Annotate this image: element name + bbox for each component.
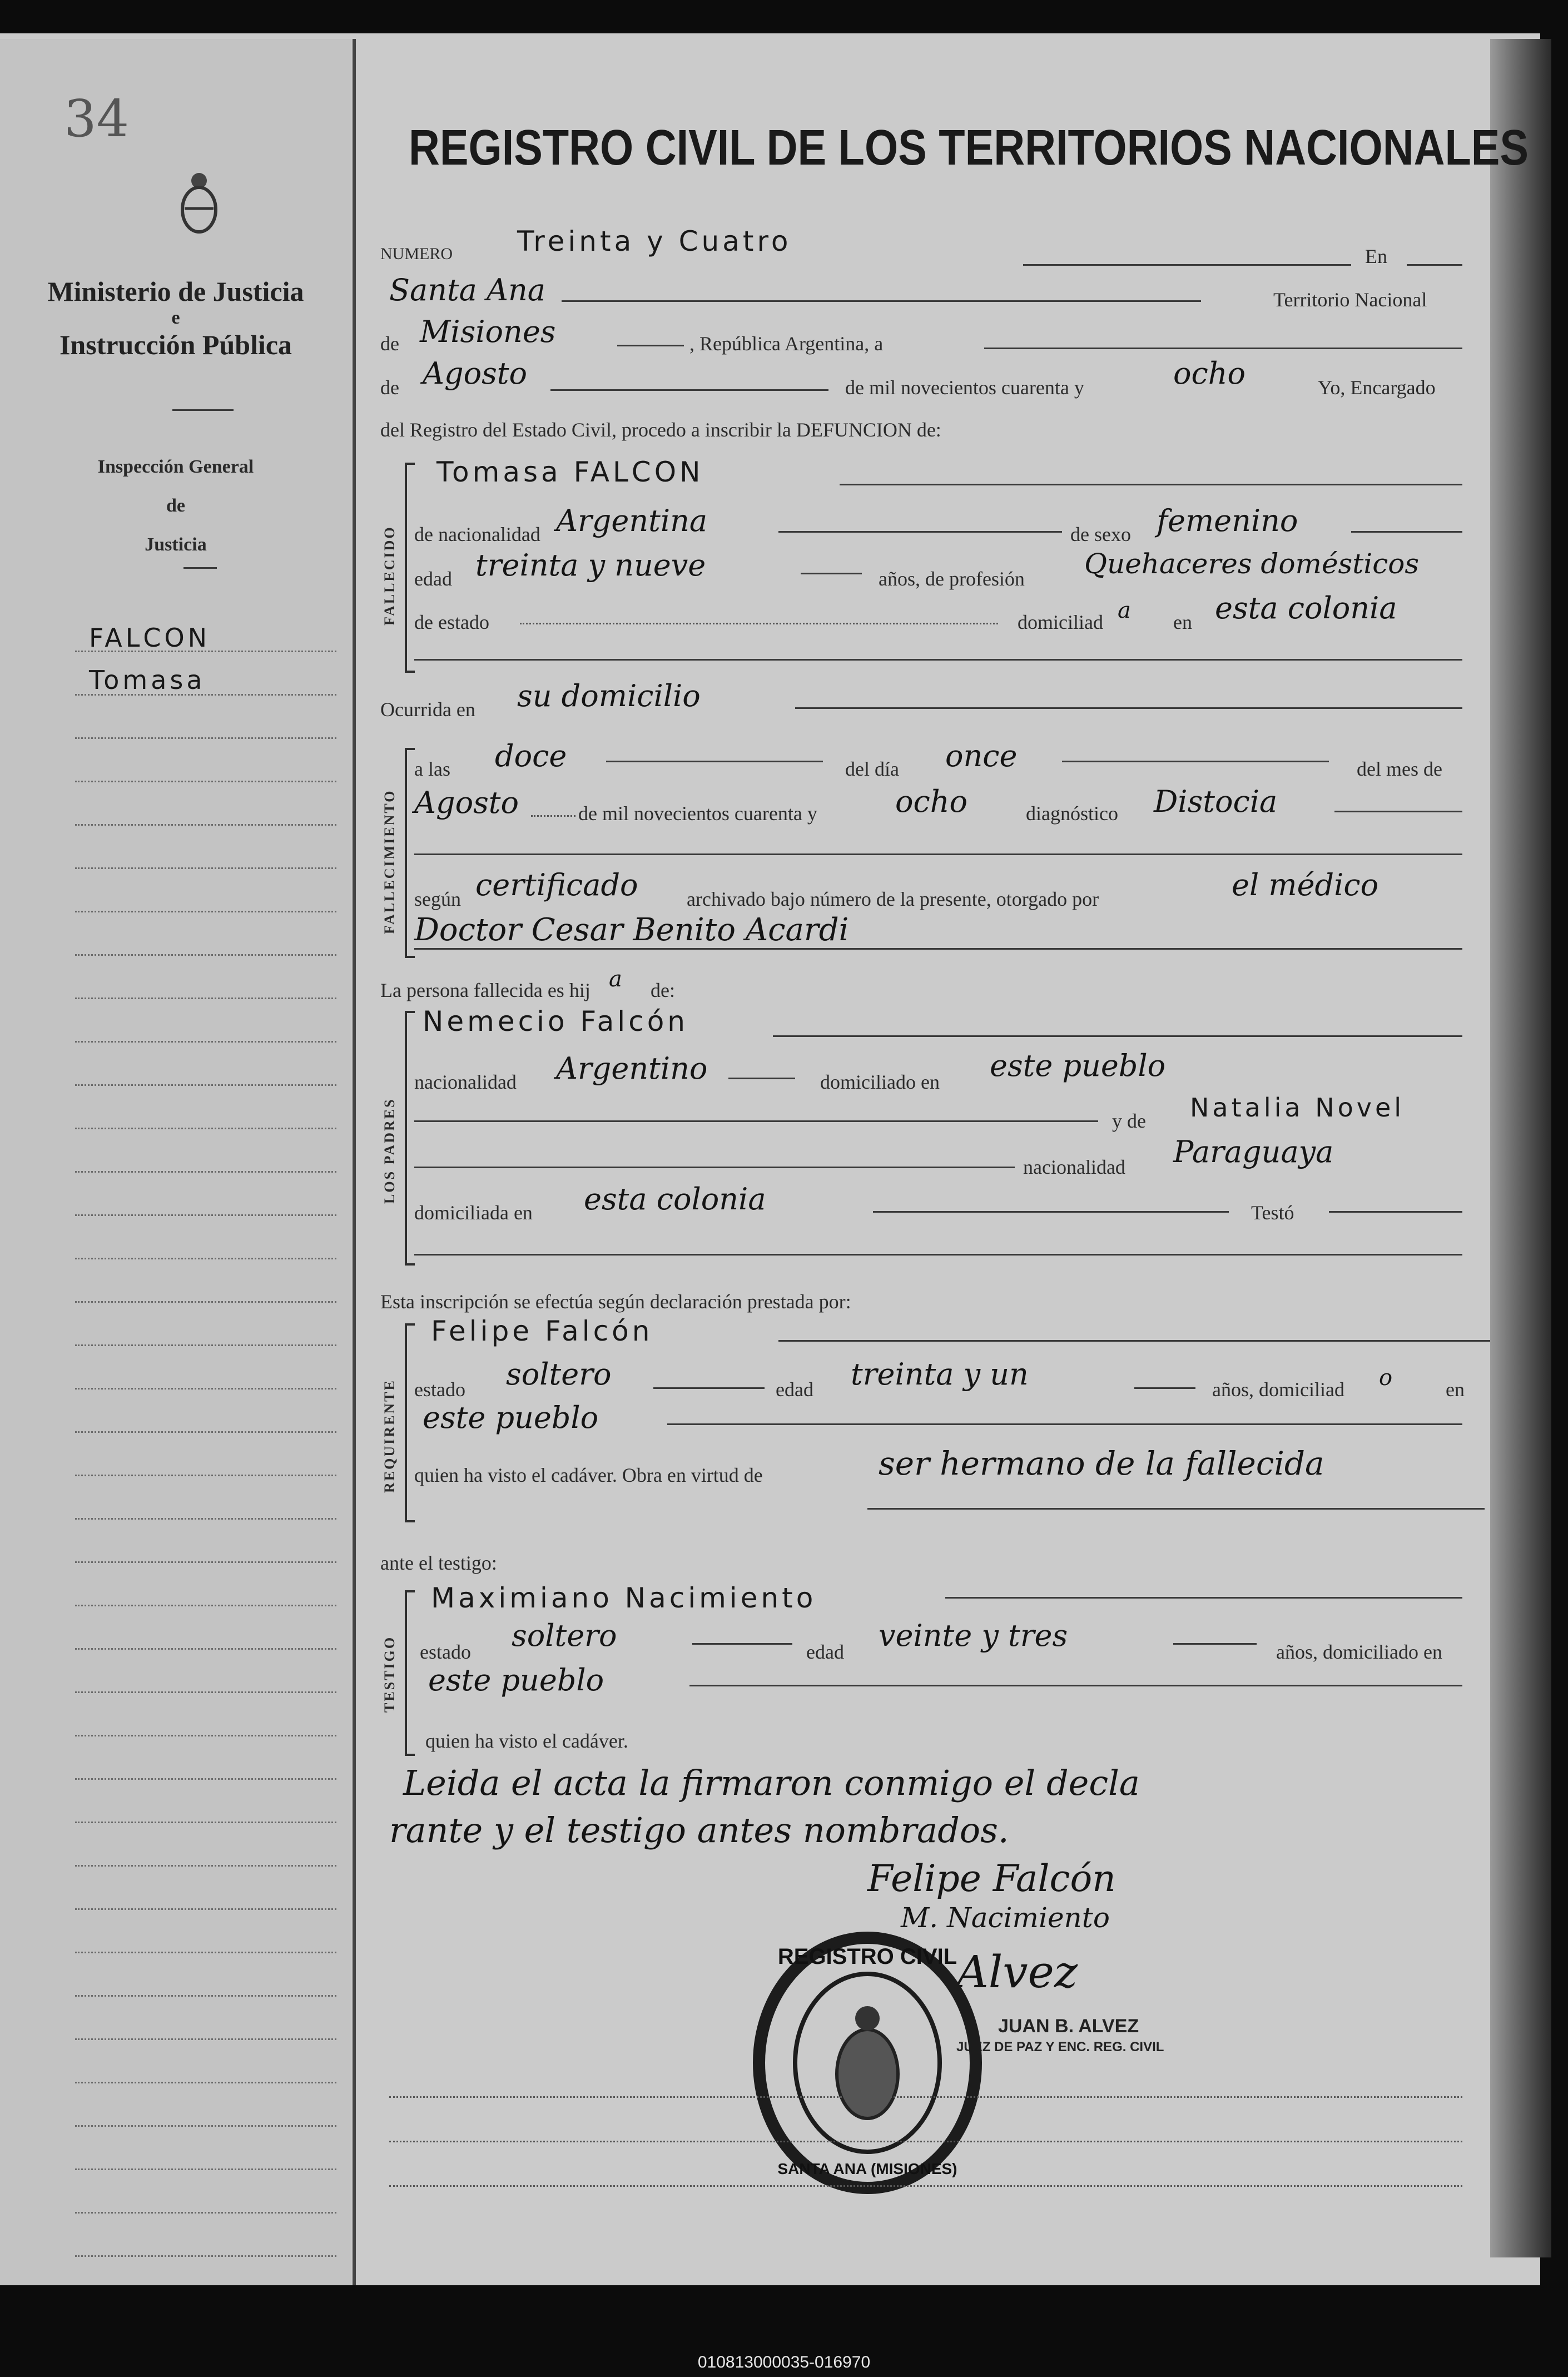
- ministry-line3: Instrucción Pública: [59, 329, 292, 360]
- label-dia: del día: [845, 758, 899, 780]
- section-testigo: TESTIGO: [381, 1635, 398, 1713]
- inspection-line2: de: [166, 495, 185, 516]
- value-domiciliado-suffix: a: [1118, 598, 1131, 623]
- signature-requirente: Felipe Falcón: [867, 1857, 1116, 1900]
- label-edad: edad: [414, 568, 452, 590]
- label-fallecimiento-year: de mil novecientos cuarenta y: [578, 802, 817, 825]
- value-requirente-suffix: o: [1379, 1365, 1393, 1391]
- value-nacionalidad-madre: Paraguaya: [1173, 1134, 1334, 1169]
- margin-divider: [353, 39, 356, 2285]
- margin-ruled-line: [75, 1475, 336, 1476]
- label-sexo: de sexo: [1070, 523, 1131, 545]
- value-otorgado: el médico: [1232, 867, 1379, 902]
- inspection-line3: Justicia: [145, 534, 207, 555]
- label-diagnostico: diagnóstico: [1026, 802, 1118, 825]
- margin-ruled-line: [75, 1128, 336, 1129]
- label-alas: a las: [414, 758, 450, 780]
- margin-ruled-line: [75, 1605, 336, 1606]
- margin-name: Tomasa: [89, 665, 206, 695]
- value-domicilio-madre: esta colonia: [584, 1182, 766, 1217]
- official-name: JUAN B. ALVEZ: [998, 2016, 1139, 2037]
- label-hijo: La persona fallecida es hij: [380, 979, 591, 1001]
- margin-ruled-line: [75, 1258, 336, 1259]
- value-nacionalidad: Argentina: [556, 503, 708, 538]
- margin-ruled-line: [75, 1214, 336, 1216]
- value-documento: certificado: [475, 867, 638, 902]
- value-month: Agosto: [423, 356, 527, 391]
- margin-ruled-line: [75, 651, 336, 652]
- margin-ruled-line: [75, 694, 336, 696]
- margin-ruled-line: [75, 867, 336, 869]
- margin-ruled-line: [75, 1822, 336, 1823]
- value-domicilio-testigo: este pueblo: [428, 1663, 604, 1698]
- margin-ruled-line: [75, 1865, 336, 1867]
- value-sexo: femenino: [1157, 503, 1298, 538]
- label-edad-requirente: edad: [776, 1378, 813, 1401]
- margin-ruled-line: [75, 1561, 336, 1563]
- label-anos-testigo: años, domiciliado en: [1276, 1641, 1442, 1663]
- margin-ruled-line: [75, 1171, 336, 1173]
- testigo-brace: [405, 1590, 415, 1756]
- margin-ruled-line: [75, 1344, 336, 1346]
- label-estado-requirente: estado: [414, 1378, 465, 1401]
- section-fallecido: FALLECIDO: [381, 525, 398, 626]
- requirente-brace: [405, 1323, 415, 1522]
- margin-ruled-line: [75, 781, 336, 782]
- padres-brace: [405, 1011, 415, 1266]
- label-testo: Testó: [1251, 1202, 1294, 1224]
- label-declaracion: Esta inscripción se efectúa según declaración prestada por:: [380, 1291, 851, 1313]
- stamp-bottom-text: SANTA ANA (MISIONES): [777, 2160, 957, 2177]
- margin-ruled-line: [75, 2168, 336, 2170]
- label-testigo-intro: ante el testigo:: [380, 1552, 497, 1574]
- value-domicilio-requirente: este pueblo: [423, 1400, 599, 1435]
- footer-id: 010813000035-016970: [697, 2353, 871, 2371]
- value-nacionalidad-padre: Argentino: [556, 1051, 708, 1086]
- value-numero: Treinta y Cuatro: [517, 225, 792, 257]
- margin-ruled-line: [75, 1084, 336, 1086]
- value-profesion: Quehaceres domésticos: [1084, 548, 1420, 580]
- value-madre: Natalia Novel: [1190, 1093, 1405, 1123]
- value-diagnostico: Distocia: [1154, 784, 1278, 819]
- page-title: REGISTRO CIVIL DE LOS TERRITORIOS NACIONALES: [409, 120, 1529, 176]
- value-estado-requirente: soltero: [506, 1357, 612, 1392]
- margin-ruled-line: [75, 1431, 336, 1433]
- signature-testigo: M. Nacimiento: [901, 1902, 1110, 1934]
- ministry-line2: e: [171, 307, 180, 328]
- margin-ruled-line: [75, 2038, 336, 2040]
- margin-ruled-line: [75, 1388, 336, 1390]
- value-fallecimiento-year: ocho: [895, 784, 968, 819]
- fallecido-brace: [405, 463, 415, 673]
- label-en-domicilio: en: [1173, 611, 1192, 633]
- margin-ruled-line: [75, 1735, 336, 1736]
- value-estado-testigo: soltero: [512, 1618, 617, 1653]
- fallecimiento-brace: [405, 748, 415, 958]
- margin-ruled-line: [75, 2125, 336, 2127]
- label-de-2: de: [380, 376, 399, 399]
- value-requirente-name: Felipe Falcón: [431, 1315, 653, 1347]
- official-title: JUEZ DE PAZ Y ENC. REG. CIVIL: [956, 2039, 1164, 2055]
- label-anos-requirente: años, domiciliad: [1212, 1378, 1344, 1401]
- book-edge: [1490, 39, 1551, 2257]
- label-numero: NUMERO: [380, 245, 453, 263]
- margin-ruled-line: [75, 1518, 336, 1520]
- label-archivado: archivado bajo número de la presente, otorgado por: [687, 888, 1099, 910]
- margin-ruled-line: [75, 1952, 336, 1953]
- margin-ruled-line: [75, 998, 336, 999]
- label-visto-requirente: quien ha visto el cadáver. Obra en virtud de: [414, 1464, 763, 1486]
- closing-line-1: Leida el acta la firmaron conmigo el decla: [403, 1763, 1140, 1803]
- margin-ruled-line: [75, 1041, 336, 1043]
- ministry-line1: Ministerio de Justicia: [47, 276, 304, 307]
- left-margin-column: [0, 39, 351, 2285]
- margin-ruled-line: [75, 1691, 336, 1693]
- label-nacionalidad: de nacionalidad: [414, 523, 540, 545]
- margin-ruled-line: [75, 2255, 336, 2257]
- margin-ruled-line: [75, 954, 336, 956]
- page-number: 34: [64, 89, 130, 148]
- label-domiciliado-padre: domiciliado en: [820, 1071, 940, 1093]
- margin-ruled-line: [75, 1648, 336, 1650]
- value-domicilio-padre: este pueblo: [990, 1048, 1166, 1083]
- margin-ruled-line: [75, 1995, 336, 1997]
- label-nacionalidad-padre: nacionalidad: [414, 1071, 517, 1093]
- value-padre: Nemecio Falcón: [423, 1005, 688, 1038]
- registry-stamp: [751, 1929, 984, 2196]
- value-territory: Misiones: [420, 314, 556, 349]
- label-profesion: años, de profesión: [879, 568, 1025, 590]
- signature-official: Alvez: [956, 1946, 1078, 1998]
- label-territorio: Territorio Nacional: [1273, 289, 1427, 311]
- section-padres: LOS PADRES: [381, 1098, 398, 1204]
- label-de-1: de: [380, 333, 399, 355]
- value-virtud: ser hermano de la fallecida: [879, 1445, 1324, 1482]
- value-edad-requirente: treinta y un: [851, 1357, 1029, 1392]
- label-y-de: y de: [1112, 1110, 1146, 1132]
- margin-ruled-line: [75, 2212, 336, 2214]
- label-edad-testigo: edad: [806, 1641, 844, 1663]
- margin-ruled-line: [75, 2082, 336, 2083]
- value-hijo-suffix: a: [609, 966, 622, 992]
- label-republica: , República Argentina, a: [689, 333, 884, 355]
- value-place: Santa Ana: [389, 272, 545, 307]
- margin-ruled-line: [75, 824, 336, 826]
- label-estado-testigo: estado: [420, 1641, 471, 1663]
- value-medico: Doctor Cesar Benito Acardi: [414, 912, 849, 948]
- value-domicilio: esta colonia: [1215, 590, 1397, 626]
- coat-of-arms-icon: [177, 158, 221, 236]
- closing-line-2: rante y el testigo antes nombrados.: [389, 1810, 1009, 1850]
- margin-surname: FALCON: [89, 623, 211, 653]
- label-domiciliado: domiciliad: [1018, 611, 1103, 633]
- margin-ruled-line: [75, 1778, 336, 1780]
- label-estado: de estado: [414, 611, 489, 633]
- label-visto-testigo: quien ha visto el cadáver.: [425, 1730, 628, 1752]
- margin-ruled-line: [75, 911, 336, 912]
- label-year: de mil novecientos cuarenta y: [845, 376, 1084, 399]
- value-edad: treinta y nueve: [475, 548, 706, 583]
- deceased-name: Tomasa FALCON: [436, 456, 704, 488]
- value-mes: Agosto: [414, 785, 519, 820]
- label-ocurrida: Ocurrida en: [380, 698, 475, 721]
- margin-ruled-line: [75, 1908, 336, 1910]
- value-ocurrida: su domicilio: [517, 678, 701, 713]
- section-fallecimiento: FALLECIMIENTO: [381, 789, 398, 934]
- label-hijo-de: de:: [651, 979, 675, 1001]
- label-en-requirente: en: [1446, 1378, 1465, 1401]
- inspection-line1: Inspección General: [97, 456, 254, 477]
- stamp-top-text: REGISTRO CIVIL: [777, 1944, 957, 1969]
- label-domiciliada-madre: domiciliada en: [414, 1202, 533, 1224]
- section-requirente: REQUIRENTE: [381, 1379, 398, 1493]
- label-segun: según: [414, 888, 461, 910]
- label-mes: del mes de: [1357, 758, 1442, 780]
- label-yo: Yo, Encargado: [1318, 376, 1436, 399]
- value-edad-testigo: veinte y tres: [879, 1618, 1068, 1653]
- value-year: ocho: [1173, 356, 1246, 391]
- value-testigo-name: Maximiano Nacimiento: [431, 1582, 817, 1614]
- value-dia: once: [945, 738, 1018, 773]
- label-nacionalidad-madre: nacionalidad: [1023, 1156, 1125, 1178]
- margin-ruled-line: [75, 1301, 336, 1303]
- value-hora: doce: [495, 738, 567, 773]
- margin-ruled-line: [75, 737, 336, 739]
- intro-statement: del Registro del Estado Civil, procedo a inscribir la DEFUNCION de:: [380, 419, 941, 441]
- label-en: En: [1365, 245, 1387, 267]
